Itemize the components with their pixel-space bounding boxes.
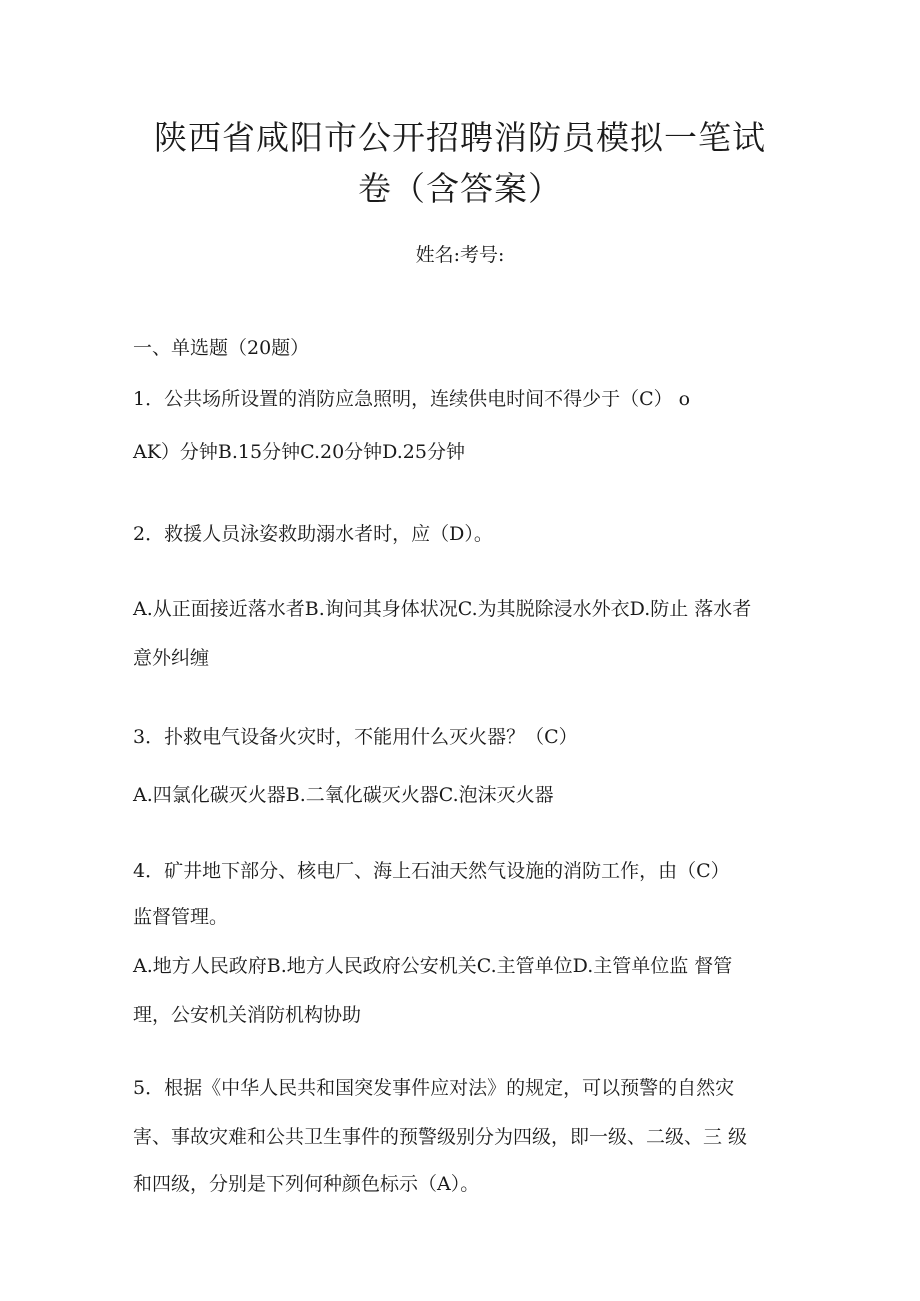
question-4-stem-cont: 监督管理。 bbox=[133, 906, 229, 928]
document-title-line-1: 陕西省咸阳市公开招聘消防员模拟一笔试 bbox=[154, 118, 766, 157]
question-2-options-cont: 意外纠缠 bbox=[133, 647, 210, 669]
question-2-options: A.从正面接近落水者B.询问其身体状况C.为其脱除浸水外衣D.防止 落水者 bbox=[133, 598, 752, 620]
question-5-stem: 5．根据《中华人民共和国突发事件应对法》的规定，可以预警的自然灾 bbox=[133, 1077, 735, 1099]
candidate-info: 姓名:考号: bbox=[415, 244, 505, 266]
document-title-line-2: 卷（含答案） bbox=[358, 169, 562, 208]
question-4-options: A.地方人民政府B.地方人民政府公安机关C.主管单位D.主管单位监 督管 bbox=[133, 955, 733, 977]
question-2-stem: 2．救援人员泳姿救助溺水者时，应（D）。 bbox=[133, 523, 493, 545]
question-4-options-cont: 理，公安机关消防机构协助 bbox=[133, 1004, 362, 1026]
question-1-stem: 1．公共场所设置的消防应急照明，连续供电时间不得少于（C） o bbox=[133, 388, 691, 410]
question-1-options: AK）分钟B.15分钟C.20分钟D.25分钟 bbox=[133, 441, 465, 463]
question-4-stem: 4．矿井地下部分、核电厂、海上石油天然气设施的消防工作，由（C） bbox=[133, 860, 730, 882]
question-3-stem: 3．扑救电气设备火灾时，不能用什么灭火器？（C） bbox=[133, 726, 578, 748]
question-5-stem-cont-1: 害、事故灾难和公共卫生事件的预警级别分为四级，即一级、二级、三 级 bbox=[133, 1126, 748, 1148]
section-header: 一、单选题（20题） bbox=[133, 337, 310, 359]
question-5-stem-cont-2: 和四级，分别是下列何种颜色标示（A）。 bbox=[133, 1173, 480, 1195]
question-3-options: A.四氯化碳灭火器B.二氧化碳灭火器C.泡沫灭火器 bbox=[133, 784, 554, 806]
